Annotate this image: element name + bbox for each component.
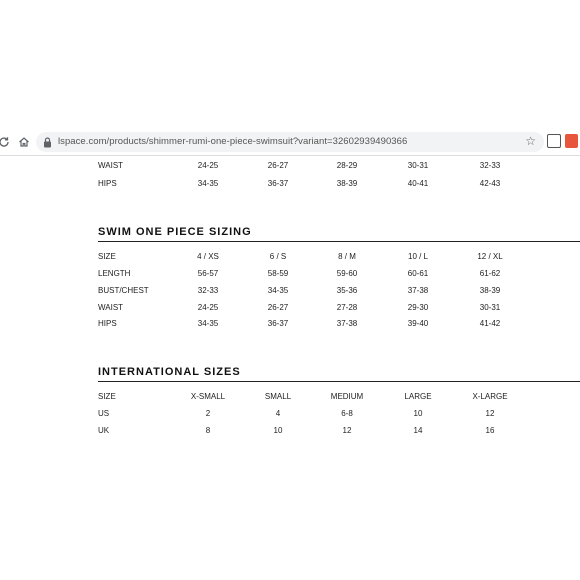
table-cell: 36-37	[267, 179, 289, 188]
table-row	[0, 409, 580, 423]
table-cell: 34-35	[267, 286, 289, 295]
table-cell: 59-60	[336, 269, 358, 278]
table-row	[0, 269, 580, 283]
table-row	[0, 286, 580, 300]
table-cell: 12	[485, 409, 495, 418]
table-cell: 26-27	[267, 161, 289, 170]
table-cell: 38-39	[479, 286, 501, 295]
section-title: SWIM ONE PIECE SIZING	[98, 226, 252, 238]
table-cell: 10	[273, 426, 283, 435]
section-divider	[98, 381, 580, 382]
row-label: US	[98, 409, 110, 418]
column-header: 8 / M	[338, 252, 356, 261]
table-cell: 32-33	[197, 286, 219, 295]
table-cell: 61-62	[479, 269, 501, 278]
table-cell: 34-35	[197, 179, 219, 188]
row-label: BUST/CHEST	[98, 286, 149, 295]
column-header: 12 / XL	[477, 252, 503, 261]
column-header: 4 / XS	[197, 252, 219, 261]
table-row	[0, 303, 580, 317]
table-header-row	[0, 392, 580, 406]
table-cell: 16	[485, 426, 495, 435]
url-text: lspace.com/products/shimmer-rumi-one-piece-swimsuit?variant=32602939490366	[58, 136, 408, 147]
table-cell: 30-31	[407, 161, 429, 170]
row-label: UK	[98, 426, 110, 435]
table-cell: 10	[413, 409, 423, 418]
table-cell: 40-41	[407, 179, 429, 188]
table-cell: 8	[205, 426, 211, 435]
extension-icon-red[interactable]	[565, 134, 578, 148]
row-label: SIZE	[98, 392, 116, 401]
table-row	[0, 426, 580, 440]
table-cell: 35-36	[336, 286, 358, 295]
browser-toolbar	[0, 129, 580, 156]
table-row	[0, 161, 580, 175]
table-cell: 58-59	[267, 269, 289, 278]
table-cell: 2	[205, 409, 211, 418]
column-header: 10 / L	[407, 252, 429, 261]
home-icon[interactable]	[14, 132, 34, 152]
table-cell: 32-33	[479, 161, 501, 170]
column-header: X-LARGE	[472, 392, 508, 401]
column-header: LARGE	[404, 392, 432, 401]
table-cell: 41-42	[479, 319, 501, 328]
column-header: SMALL	[264, 392, 292, 401]
row-label: WAIST	[98, 161, 124, 170]
page-content	[0, 156, 580, 446]
row-label: LENGTH	[98, 269, 131, 278]
table-cell: 37-38	[336, 319, 358, 328]
table-cell: 27-28	[336, 303, 358, 312]
row-label: HIPS	[98, 179, 117, 188]
extension-icon[interactable]	[547, 134, 561, 148]
table-cell: 39-40	[407, 319, 429, 328]
table-row	[0, 179, 580, 193]
table-cell: 37-38	[407, 286, 429, 295]
table-cell: 56-57	[197, 269, 219, 278]
table-cell: 12	[342, 426, 352, 435]
column-header: 6 / S	[269, 252, 287, 261]
table-cell: 24-25	[197, 161, 219, 170]
table-header-row	[0, 252, 580, 266]
row-label: HIPS	[98, 319, 117, 328]
table-cell: 42-43	[479, 179, 501, 188]
table-cell: 28-29	[336, 161, 358, 170]
row-label: SIZE	[98, 252, 116, 261]
column-header: MEDIUM	[330, 392, 364, 401]
table-cell: 38-39	[336, 179, 358, 188]
table-cell: 29-30	[407, 303, 429, 312]
lock-icon	[43, 135, 52, 153]
address-bar[interactable]	[36, 132, 544, 152]
table-cell: 26-27	[267, 303, 289, 312]
table-cell: 34-35	[197, 319, 219, 328]
table-cell: 30-31	[479, 303, 501, 312]
table-cell: 60-61	[407, 269, 429, 278]
table-cell: 36-37	[267, 319, 289, 328]
table-row	[0, 319, 580, 333]
table-cell: 24-25	[197, 303, 219, 312]
table-cell: 4	[275, 409, 281, 418]
section-divider	[98, 241, 580, 242]
table-cell: 14	[413, 426, 423, 435]
column-header: X-SMALL	[190, 392, 226, 401]
bookmark-star-icon[interactable]: ☆	[525, 134, 536, 148]
reload-icon[interactable]	[0, 132, 14, 152]
row-label: WAIST	[98, 303, 124, 312]
section-title: INTERNATIONAL SIZES	[98, 366, 241, 378]
table-cell: 6-8	[341, 409, 353, 418]
